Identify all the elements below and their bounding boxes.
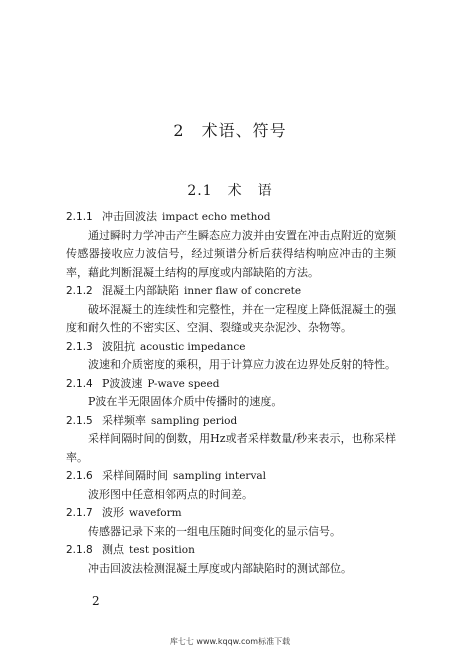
term-chinese-name: 测点 <box>102 543 124 556</box>
term-english-name: waveform <box>129 507 182 519</box>
term-entry <box>66 375 396 412</box>
term-chinese-name: 采样频率 <box>102 413 146 427</box>
term-definition: 破坏混凝土的连续性和完整性，并在一定程度上降低混凝土的强度和耐久性的不密实区、空洞、裂缝或夹杂泥沙、杂物等。 <box>66 302 396 334</box>
term-definition: P波在半无限固体介质中传播时的速度。 <box>88 395 283 408</box>
term-heading <box>66 467 396 486</box>
chapter-title: 2 术语、符号 <box>173 121 287 140</box>
term-definition: 通过瞬时力学冲击产生瞬态应力波并由安置在冲击点附近的宽频传感器接收应力波信号，经过频谱分析后获得结构响应冲击的主频率，藉此判断混凝土结构的厚度或内部缺陷的方法。 <box>66 228 396 279</box>
term-number: 2.1.6 <box>66 470 93 482</box>
term-english-name: impact echo method <box>162 211 271 223</box>
term-chinese-name: P波波速 <box>102 376 143 390</box>
section-title: 2.1 术 语 <box>187 183 273 199</box>
footer-watermark: 库七七 www.kqqw.com标准下载 <box>169 637 291 646</box>
term-heading <box>66 338 396 357</box>
term-number: 2.1.1 <box>66 211 93 223</box>
term-number: 2.1.8 <box>66 544 93 556</box>
term-entry <box>66 504 396 541</box>
term-heading <box>66 282 396 301</box>
term-entry <box>66 412 396 468</box>
term-heading <box>66 541 396 560</box>
term-english-name: test position <box>129 544 195 556</box>
term-entry <box>66 338 396 375</box>
term-english-name: sampling period <box>151 414 238 427</box>
term-heading <box>66 375 396 394</box>
term-entry <box>66 541 396 578</box>
term-entry <box>66 208 396 282</box>
term-chinese-name: 混凝土内部缺陷 <box>102 284 179 297</box>
term-heading <box>66 504 396 523</box>
term-definition: 采样间隔时间的倒数，用Hz或者采样数量/秒来表示，也称采样率。 <box>66 432 396 464</box>
term-english-name: inner flaw of concrete <box>184 285 302 297</box>
term-chinese-name: 波形 <box>102 506 124 519</box>
term-number: 2.1.3 <box>66 340 93 353</box>
term-number: 2.1.2 <box>66 285 93 297</box>
term-chinese-name: 采样间隔时间 <box>102 469 168 482</box>
term-definition: 冲击回波法检测混凝土厚度或内部缺陷时的测试部位。 <box>88 561 352 575</box>
term-definition: 波形图中任意相邻两点的时间差。 <box>88 487 253 501</box>
term-heading <box>66 208 396 227</box>
term-chinese-name: 波阻抗 <box>102 339 135 353</box>
term-chinese-name: 冲击回波法 <box>102 210 157 223</box>
term-entry <box>66 282 396 338</box>
term-heading <box>66 412 396 431</box>
term-english-name: sampling interval <box>173 470 266 482</box>
term-definition: 传感器记录下来的一组电压随时间变化的显示信号。 <box>88 524 341 538</box>
term-english-name: P-wave speed <box>147 377 220 390</box>
term-list <box>66 208 396 578</box>
term-number: 2.1.4 <box>66 377 93 390</box>
term-number: 2.1.7 <box>66 507 93 519</box>
term-entry <box>66 467 396 504</box>
term-definition: 波速和介质密度的乘积，用于计算应力波在边界处反射的特性。 <box>88 358 396 371</box>
term-english-name: acoustic impedance <box>140 340 246 353</box>
term-number: 2.1.5 <box>66 414 93 427</box>
page-number: 2 <box>92 594 100 608</box>
